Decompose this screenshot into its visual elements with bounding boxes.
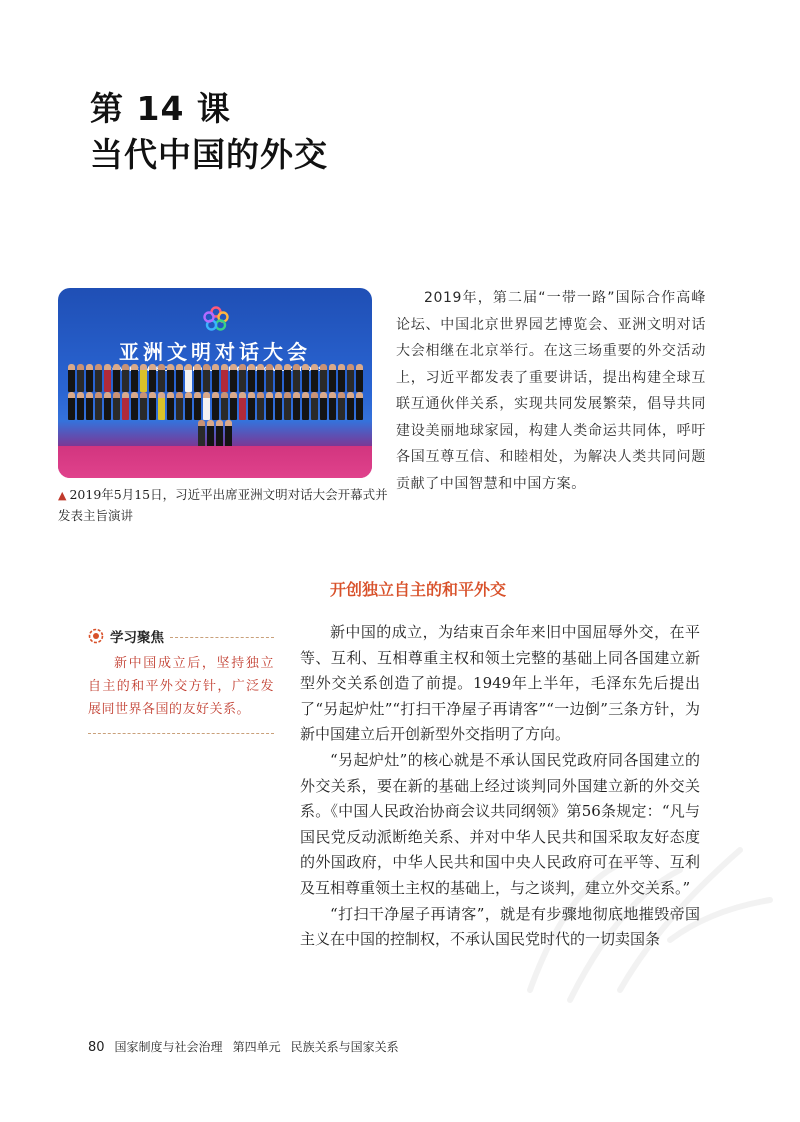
person-figure [95, 364, 102, 392]
crowd-group [58, 386, 372, 448]
person-figure [149, 392, 156, 420]
section-heading: 开创独立自主的和平外交 [330, 580, 507, 599]
person-figure [329, 364, 336, 392]
person-figure [216, 420, 223, 448]
person-figure [95, 392, 102, 420]
person-figure [149, 364, 156, 392]
person-figure [68, 364, 75, 392]
person-figure [131, 392, 138, 420]
person-figure [212, 364, 219, 392]
study-focus-text: 新中国成立后，坚持独立自主的和平外交方针，广泛发展同世界各国的友好关系。 [88, 656, 274, 717]
person-figure [140, 364, 147, 392]
person-figure [194, 392, 201, 420]
study-focus-header [88, 626, 274, 646]
person-figure [320, 392, 327, 420]
photo-banner-title: 亚洲文明对话大会 [119, 340, 311, 364]
study-focus-rule [170, 637, 274, 638]
person-figure [275, 392, 282, 420]
conference-photo [58, 288, 372, 478]
person-figure [167, 364, 174, 392]
body-paragraph: “另起炉灶”的核心就是不承认国民党政府同各国建立的外交关系，要在新的基础上经过谈判同外国建立新的外交关系。《中国人民政治协商会议共同纲领》第56条规定：“凡与国民党反动派断绝关系、并对中华人民共和国采取友好态度的外国政府，中华人民共和国中央人民政府可在平等、互利及互相尊重领土主权的基础上，与之谈判，建立外交关系。” [300, 750, 700, 897]
person-figure [68, 392, 75, 420]
person-figure [257, 364, 264, 392]
person-figure [194, 364, 201, 392]
intro-paragraph: 2019年，第二届“一带一路”国际合作高峰论坛、中国北京世界园艺博览会、亚洲文明对话大会相继在北京举行。在这三场重要的外交活动上，习近平都发表了重要讲话，提出构建全球互联互通伙伴关系，实现共同发展繁荣，倡导共同建设美丽地球家园，构建人类命运共同体，呼吁各国互尊互信、和睦相处，为解决人类共同问题贡献了中国智慧和中国方案。 [396, 290, 706, 492]
lesson-title: 当代中国的外交 [90, 135, 328, 174]
flower-logo-icon [203, 306, 229, 332]
person-figure [284, 392, 291, 420]
person-figure [113, 392, 120, 420]
person-figure [122, 392, 129, 420]
person-figure [221, 392, 228, 420]
person-figure [77, 364, 84, 392]
body-text [300, 620, 700, 953]
person-figure [302, 392, 309, 420]
caption-text: 2019年5月15日，习近平出席亚洲文明对话大会开幕式并发表主旨演讲 [58, 487, 388, 523]
study-focus-box [88, 626, 274, 734]
person-figure [293, 364, 300, 392]
person-figure [338, 364, 345, 392]
person-figure [230, 392, 237, 420]
person-figure [284, 364, 291, 392]
person-figure [167, 392, 174, 420]
person-figure [239, 364, 246, 392]
body-paragraph: “打扫干净屋子再请客”，就是有步骤地彻底地摧毁帝国主义在中国的控制权，不承认国民党时代的一切卖国条 [300, 904, 700, 949]
person-figure [104, 392, 111, 420]
person-figure [257, 392, 264, 420]
person-figure [158, 392, 165, 420]
study-focus-label: 学习聚焦 [110, 630, 164, 646]
person-figure [320, 364, 327, 392]
person-figure [275, 364, 282, 392]
person-figure [311, 392, 318, 420]
person-figure [77, 392, 84, 420]
body-paragraph: 新中国的成立，为结束百余年来旧中国屈辱外交，在平等、互利、互相尊重主权和领土完整的基础上同各国建立新型外交关系创造了前提。1949年上半年，毛泽东先后提出了“另起炉灶”“打扫干净屋子再请客”“一边倒”三条方针，为新中国建立后开创新型外交指明了方向。 [300, 623, 700, 744]
person-figure [176, 364, 183, 392]
person-figure [203, 392, 210, 420]
person-figure [113, 364, 120, 392]
photo-caption [58, 485, 388, 526]
photo-banner-subtitle: OF [222, 365, 234, 373]
person-figure [311, 364, 318, 392]
red-carpet [58, 446, 372, 478]
footer-unit-title: 民族关系与国家关系 [290, 1040, 399, 1054]
lesson-title-block [90, 86, 328, 178]
person-figure [185, 364, 192, 392]
person-figure [329, 392, 336, 420]
person-figure [239, 392, 246, 420]
person-figure [122, 364, 129, 392]
person-figure [131, 364, 138, 392]
person-figure [356, 364, 363, 392]
footer-unit: 第四单元 [232, 1040, 281, 1054]
person-figure [248, 364, 255, 392]
person-figure [104, 364, 111, 392]
person-figure [221, 364, 228, 392]
person-figure [140, 392, 147, 420]
person-figure [207, 420, 214, 448]
page-number: 80 [88, 1040, 105, 1055]
person-figure [248, 392, 255, 420]
person-figure [293, 392, 300, 420]
person-figure [347, 392, 354, 420]
person-figure [86, 364, 93, 392]
target-icon [88, 628, 104, 644]
person-figure [347, 364, 354, 392]
person-figure [176, 392, 183, 420]
person-figure [86, 392, 93, 420]
person-figure [356, 392, 363, 420]
person-figure [266, 392, 273, 420]
person-figure [203, 364, 210, 392]
person-figure [302, 364, 309, 392]
person-figure [158, 364, 165, 392]
person-figure [230, 364, 237, 392]
person-figure [338, 392, 345, 420]
page-footer [88, 1038, 399, 1055]
person-figure [198, 420, 205, 448]
caption-marker-icon: ▲ [58, 489, 67, 502]
person-figure [225, 420, 232, 448]
person-figure [266, 364, 273, 392]
person-figure [185, 392, 192, 420]
footer-book-title: 国家制度与社会治理 [114, 1040, 223, 1054]
lesson-number: 第 14 课 [90, 89, 231, 128]
person-figure [212, 392, 219, 420]
